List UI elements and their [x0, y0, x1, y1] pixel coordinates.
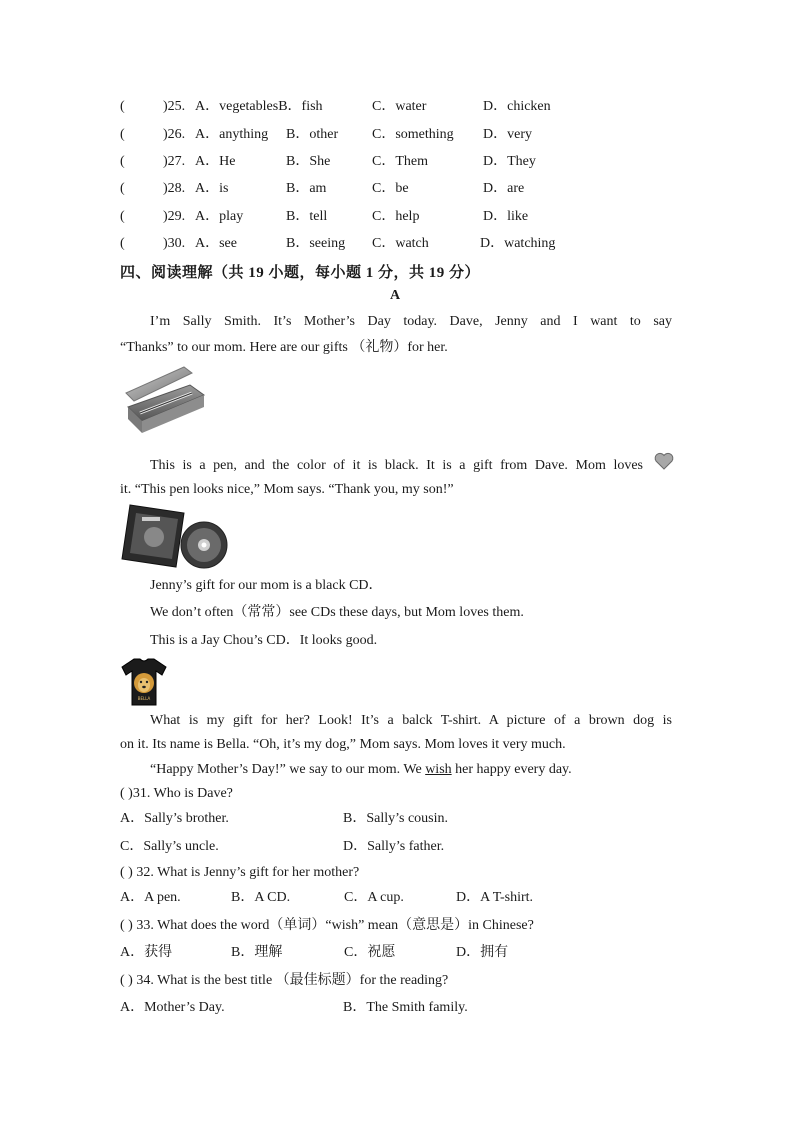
tshirt-image	[120, 657, 168, 707]
passage-label: A	[390, 288, 401, 303]
question-31-option-b: B．Sally’s cousin.	[343, 811, 449, 826]
answer-paren: (	[120, 154, 125, 169]
option-b: B．seeing	[286, 236, 346, 251]
question-32-option-a: A．A pen.	[120, 890, 181, 905]
wish-line	[150, 760, 572, 780]
question-34-option-b: B．The Smith family.	[343, 1000, 468, 1015]
option-d: D．watching	[480, 236, 556, 251]
question-row	[0, 97, 794, 117]
question-number: )26.	[163, 127, 186, 142]
question-34-option-a: A．Mother’s Day.	[120, 1000, 225, 1015]
tshirt-line-2: on it. Its name is Bella. “Oh, it’s my dog,” Mom says. Mom loves it very much.	[120, 737, 566, 752]
question-31-option-d: D．Sally’s father.	[343, 839, 445, 854]
question-row	[0, 152, 794, 172]
question-32-option-d: D．A T-shirt.	[456, 890, 534, 905]
option-d: D．very	[483, 127, 532, 142]
question-number: )28.	[163, 181, 186, 196]
answer-paren: (	[120, 236, 125, 251]
question-31-option-c: C．Sally’s uncle.	[120, 839, 219, 854]
tshirt-caption: BELLA	[137, 696, 151, 701]
question-33-option-a: A．获得	[120, 945, 173, 960]
question-row	[0, 125, 794, 145]
option-a: A．anything	[195, 127, 269, 142]
option-a: A．see	[195, 236, 237, 251]
question-number: )30.	[163, 236, 186, 251]
option-c: C．be	[372, 181, 409, 196]
heart-icon	[654, 452, 674, 475]
answer-paren: (	[120, 209, 125, 224]
question-32-option-c: C．A cup.	[344, 890, 404, 905]
answer-paren: (	[120, 127, 125, 142]
option-d: D．chicken	[483, 99, 551, 114]
question-number: )25.	[163, 99, 186, 114]
option-d: D．are	[483, 181, 525, 196]
option-c: C．Them	[372, 154, 428, 169]
option-a: A．is	[195, 181, 229, 196]
tshirt-line-1: What is my gift for her? Look! It’s a balck T-shirt. A picture of a brown dog is	[150, 713, 672, 728]
question-32-option-b: B．A CD.	[231, 890, 291, 905]
cd-line-3: This is a Jay Chou’s CD．It looks good.	[150, 633, 378, 648]
intro-line-1: I’m Sally Smith. It’s Mother’s Day today. Dave, Jenny and I want to say	[150, 314, 672, 329]
wish-line-before: “Happy Mother’s Day!” we say to our mom. We	[150, 762, 426, 777]
intro-line-2: “Thanks” to our mom. Here are our gifts （礼物）for her.	[120, 340, 448, 355]
question-row	[0, 207, 794, 227]
option-b: B．She	[286, 154, 331, 169]
question-32-stem: ( ) 32. What is Jenny’s gift for her mother?	[120, 865, 360, 880]
option-b: B．am	[286, 181, 327, 196]
question-33-option-b: B．理解	[231, 945, 283, 960]
cd-image	[120, 503, 230, 571]
answer-paren: (	[120, 181, 125, 196]
pen-line-2: it. “This pen looks nice,” Mom says. “Thank you, my son!”	[120, 482, 454, 497]
option-b: B．other	[286, 127, 339, 142]
question-31-option-a: A．Sally’s brother.	[120, 811, 229, 826]
option-c: C．water	[372, 99, 427, 114]
option-a: A．play	[195, 209, 244, 224]
pen-case-image	[120, 363, 206, 443]
option-c: C．something	[372, 127, 454, 142]
option-d: D．They	[483, 154, 536, 169]
question-number: )29.	[163, 209, 186, 224]
question-row	[0, 234, 794, 254]
option-b: B．tell	[286, 209, 328, 224]
answer-paren: (	[120, 99, 125, 114]
question-number: )27.	[163, 154, 186, 169]
option-a: A．vegetablesB．fish	[195, 99, 323, 114]
question-34-stem: ( ) 34. What is the best title （最佳标题）for the reading?	[120, 973, 449, 988]
wish-word: wish	[425, 762, 452, 777]
question-33-option-d: D．拥有	[456, 945, 509, 960]
question-31-stem: ( )31. Who is Dave?	[120, 786, 233, 801]
pen-line-1: This is a pen, and the color of it is black. It is a gift from Dave. Mom loves	[150, 458, 643, 473]
question-33-stem: ( ) 33. What does the word（单词）“wish” mean（意思是）in Chinese?	[120, 918, 534, 933]
cd-line-1: Jenny’s gift for our mom is a black CD．	[150, 578, 383, 593]
cd-line-2: We don’t often（常常）see CDs these days, but Mom loves them.	[150, 605, 524, 620]
option-c: C．help	[372, 209, 420, 224]
option-d: D．like	[483, 209, 529, 224]
option-a: A．He	[195, 154, 236, 169]
wish-line-after: her happy every day.	[451, 762, 572, 777]
section-title: 四、阅读理解（共 19 小题，每小题 1 分，共 19 分）	[120, 265, 481, 281]
question-33-option-c: C．祝愿	[344, 945, 396, 960]
question-row	[0, 179, 794, 199]
option-c: C．watch	[372, 236, 429, 251]
